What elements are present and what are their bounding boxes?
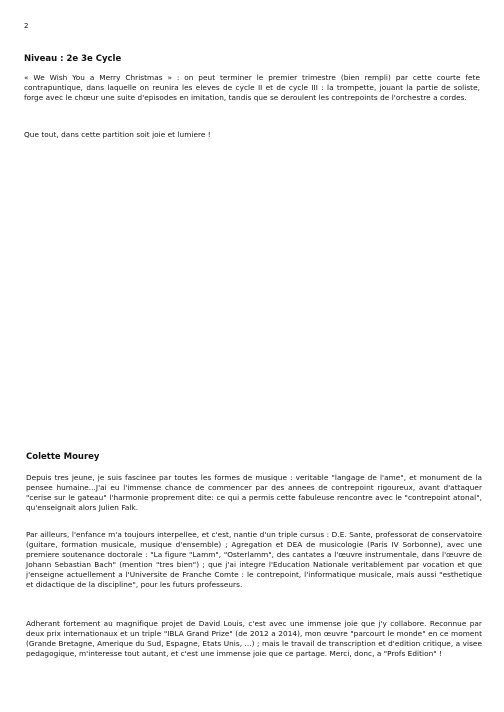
section-heading-level: Niveau : 2e 3e Cycle bbox=[24, 54, 122, 64]
closing-line: Que tout, dans cette partition soit joie et lumiere ! bbox=[24, 130, 211, 139]
page-number: 2 bbox=[24, 22, 29, 30]
bio-paragraph: Depuis tres jeune, je suis fascinee par toutes les formes de musique : veritable "langage de l'ame", et monument de la pensee humaine...J'ai eu l'immense chance de commencer par des annees de contrepoint rigoureux, avant d'attaquer "cerise sur le gateau" l'harmonie proprement dite: ce qui a permis cette fabuleuse rencontre avec le "contrepoint atonal", qu'enseignait alors Julien Falk. bbox=[26, 473, 482, 512]
bio-paragraph: Par ailleurs, l'enfance m'a toujours interpellee, et c'est, nantie d'un triple cursus : D.E. Sante, professorat de conservatoire (guitare, formation musicale, musique d'ensemble) ; Agregation et DEA de musicologie (Paris IV Sorbonne), avec une premiere soutenance doctorale : "La figure "Lamm", "Osterlamm", des cantates a l'œuvre instrumentale, dans l'œuvre de Johann Sebastian Bach" (mention "tres bien") ; que j'ai integre l'Education Nationale veritablement par vocation et que j'enseigne actuellement a l'Universite de Franche Comte : le contrepoint, l'informatique musicale, mais aussi "esthetique et didactique de la discipline", pour les futurs professeurs. bbox=[26, 530, 482, 589]
author-heading: Colette Mourey bbox=[26, 452, 100, 462]
bio-paragraph: Adherant fortement au magnifique projet de David Louis, c'est avec une immense joie que j'y collabore. Reconnue par deux prix internationaux et un triple "IBLA Grand Prize" (de 2012 a 2014), mon œuvre "parcourt le monde" en ce moment (Grande Bretagne, Amerique du Sud, Espagne, Etats Unis, ...) ; mais le travail de transcription et d'edition critique, a visee pedagogique, m'interesse tout autant, et c'est une immense joie que ce partage. Merci, donc, a "Profs Edition" ! bbox=[26, 619, 482, 658]
intro-paragraph: « We Wish You a Merry Christmas » : on peut terminer le premier trimestre (bien rempli) par cette courte fete contrapuntique, dans laquelle on reunira les eleves de cycle II et de cycle III : la trompette, jouant la partie de soliste, forge avec le chœur une suite d'episodes en imitation, tandis que se deroulent les contrepoints de l'orchestre a cordes. bbox=[24, 73, 480, 102]
